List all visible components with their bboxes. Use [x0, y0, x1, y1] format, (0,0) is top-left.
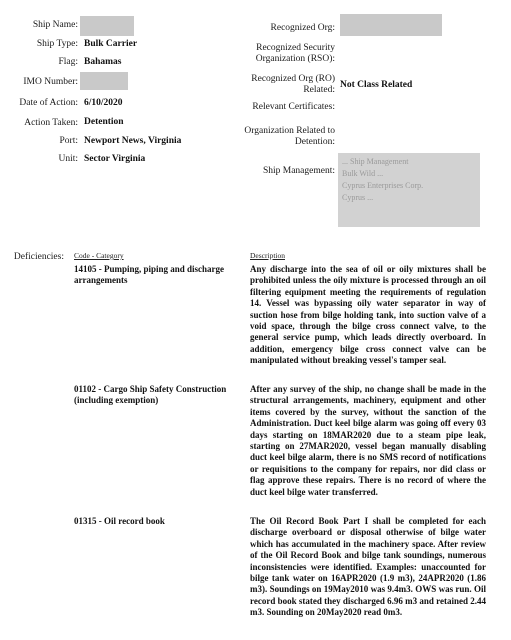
date-of-action-value: 6/10/2020	[84, 98, 123, 108]
ship-management-line: Cyprus ...	[342, 193, 374, 202]
ro-related-label: Recognized Org (RO) Related:	[251, 74, 335, 95]
org-related-detention-label: Organization Related to Detention:	[244, 126, 335, 147]
imo-number-redacted	[80, 72, 128, 90]
ship-management-label: Ship Management:	[262, 166, 335, 176]
ship-name-label: Ship Name:	[32, 20, 78, 30]
column-header-code: Code - Category	[74, 251, 124, 260]
ship-management-line: Bulk Wild ...	[342, 169, 384, 178]
imo-number-label: IMO Number:	[23, 77, 78, 87]
recognized-org-redacted	[340, 14, 442, 36]
deficiency-code: 14105 - Pumping, piping and discharge arrangements	[74, 264, 225, 285]
flag-value: Bahamas	[84, 57, 122, 67]
deficiency-code: 01102 - Cargo Ship Safety Construction (including exemption)	[74, 384, 227, 405]
relevant-certificates-label: Relevant Certificates:	[252, 102, 335, 112]
port-value: Newport News, Virginia	[84, 136, 182, 146]
deficiency-description: After any survey of the ship, no change shall be made in the structural arrangements, machinery, equipment and other items covered by the survey, without the sanction of the Administration. Duct keel bilge alarm was going off every 03 days starting on 18MAR2020 due to a steam pipe leak, starting on 27MAR2020, vessel began manually disabling duct keel bilge alarm, there is no SMS record of notifications or requisitions to the company for repairs, nor did class or flag approve these repairs. There is no record of where the duct keel bilge water transferred.	[250, 384, 486, 497]
deficiency-code: 01315 - Oil record book	[74, 516, 165, 526]
ship-type-label: Ship Type:	[36, 39, 78, 49]
action-taken-label: Action Taken:	[24, 118, 78, 128]
column-header-description: Description	[250, 251, 285, 260]
unit-label: Unit:	[58, 154, 78, 164]
port-label: Port:	[59, 136, 78, 146]
ship-management-redacted	[338, 153, 480, 227]
deficiency-description: The Oil Record Book Part I shall be completed for each discharge overboard or disposal otherwise of bilge water which has accumulated in the machinery space. After review of the Oil Record Book and bilge tank soundings, numerous inconsistencies were identified. Examples: unaccounted for bilge tank water on 16APR2020 (1.9 m3), 24APR2020 (1.86 m3). Soundings on 19May2010 was 9.4m3. OWS was run. Oil record book stated they discharged 6.96 m3 and retained 2.44 m3. Sounding on 20May2020 read 0m3.	[250, 516, 486, 618]
ship-type-value: Bulk Carrier	[84, 39, 138, 49]
unit-value: Sector Virginia	[84, 154, 146, 164]
date-of-action-label: Date of Action:	[19, 98, 78, 108]
action-taken-value: Detention	[84, 117, 124, 127]
recognized-org-label: Recognized Org:	[270, 23, 335, 33]
ship-management-line: ... Ship Management	[342, 157, 409, 166]
ship-name-redacted	[80, 16, 134, 36]
deficiencies-label: Deficiencies:	[13, 252, 64, 262]
flag-label: Flag:	[58, 57, 78, 67]
rso-label: Recognized Security Organization (RSO):	[255, 43, 335, 64]
deficiency-description: Any discharge into the sea of oil or oily mixtures shall be prohibited unless the oily mixture is processed through an oil filtering equipment meeting the requirements of regulation 14. Vessel was bypassing oily water separator in way of suction hose from bilge holding tank, into suction valve of a void space, through the bilge cross connect valve, to the general service pump, which leads directly overboard. In addition, emergency bilge cross connect valve can be manipulated without breaking vessel's tamper seal.	[250, 264, 486, 366]
ship-management-line: Cyprus Enterprises Corp.	[342, 181, 424, 190]
ro-related-value: Not Class Related	[340, 80, 413, 90]
